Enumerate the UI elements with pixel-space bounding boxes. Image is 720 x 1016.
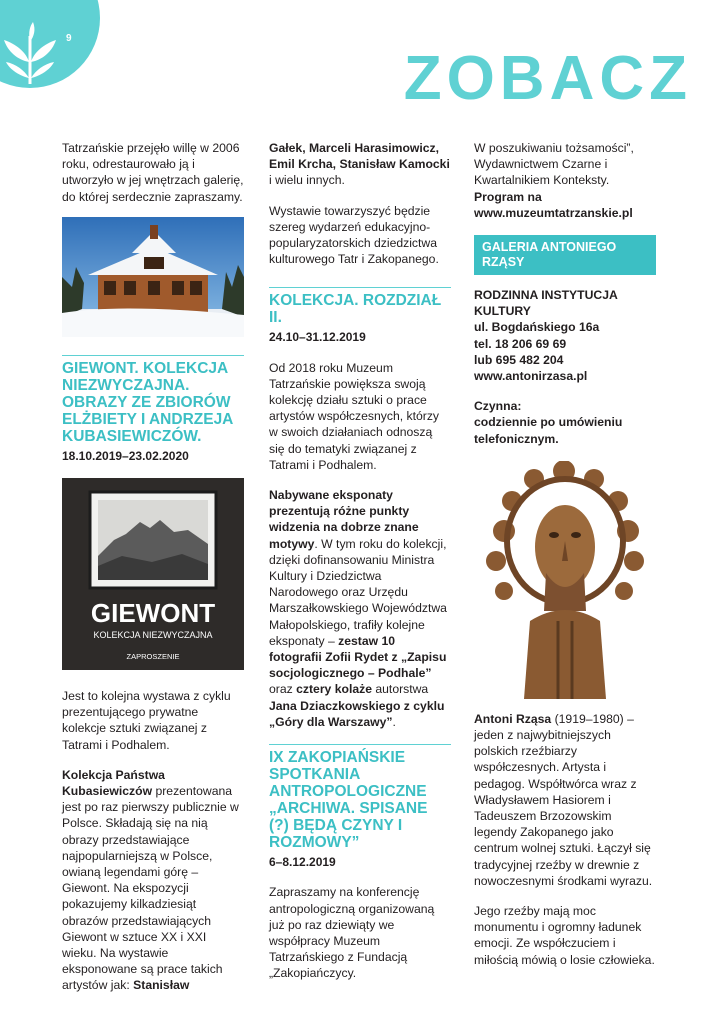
website-link[interactable]: www.antonirzasa.pl bbox=[474, 369, 588, 384]
closing-text: Jego rzeźby mają moc monumentu i ogromny ładunek emocji. Ze współczuciem i miłością mówią o losie człowieka. bbox=[474, 904, 655, 967]
page-headline: ZOBACZ bbox=[403, 44, 692, 113]
sculpture-photo bbox=[474, 461, 656, 699]
column-1 bbox=[62, 140, 244, 1008]
collection-text: Kolekcja Państwa Kubasiewiczów prezentowana jest po raz pierwszy publicznie w Polsce. Składają się na nią obrazy przedstawiające najpopularniejszą w Polsce, owianą legendami górę – Giewont. Na ekspozycji pokazujemy kilkadziesiąt obrazów przedstawiających Giewont w sztuce XX i XXI wieku. Na wystawie eksponowane są prace takich artystów jak: Stanisław bbox=[62, 767, 239, 993]
poster-title: GIEWONT bbox=[90, 598, 216, 629]
collection2-text: Od 2018 roku Muzeum Tatrzańskie powiększa swoją kolekcję działu sztuki o prace artystów współczesnych, którzy w swoich działaniach odnoszą się do tematyki związanej z Tatrami i Podhalem. bbox=[269, 360, 440, 472]
column-3 bbox=[474, 140, 656, 982]
giewont-poster bbox=[62, 478, 244, 670]
event-date: 18.10.2019–23.02.2020 bbox=[62, 448, 189, 463]
poster-label: ZAPROSZENIE bbox=[126, 652, 180, 662]
conference-text: Zapraszamy na konferencję antropologiczną organizowaną już po raz dziewiąty we współpracy Muzeum Tatrzańskiego z Fundacją „Zakopiańczycy. bbox=[269, 885, 435, 981]
exhibit-text: Jest to kolejna wystawa z cyklu prezentującego prywatne kolekcje sztuki związanej z Tatrami i Podhalem. bbox=[62, 689, 231, 752]
events-text: Wystawie towarzyszyć będzie szereg wydarzeń edukacyjno-popularyzatorskich dziedzictwa kulturowego Tatr i Zakopanego. bbox=[269, 203, 439, 267]
villa-photo bbox=[62, 217, 244, 337]
bio-text: Antoni Rząsa (1919–1980) – jeden z najwybitniejszych polskich rzeźbiarzy współczesnych. Artysta i pedagog. Współtwórca wraz z Władysławem Hasiorem i Tadeuszem Brzozowskim legendy Zakopanego jako centrum wolnej sztuki. Łączył się tradycyjnej rzeźby w drewnie z nowoczesnymi środkami wyrazu. bbox=[474, 711, 653, 888]
event2-title: KOLEKCJA. ROZDZIAŁ II. bbox=[269, 292, 442, 327]
poster-subtitle: KOLEKCJA NIEZWYCZAJNA bbox=[93, 630, 213, 641]
event2-date: 24.10–31.12.2019 bbox=[269, 330, 366, 345]
program-text: W poszukiwaniu tożsamości”, Wydawnictwem Czarne i Kwartalnikiem Konteksty. Program na www.muzeumtatrzanskie.pl bbox=[474, 141, 634, 220]
opening-hours: Czynna: codziennie po umówieniu telefonicznym. bbox=[474, 399, 623, 446]
artists-text: Gałek, Marceli Harasimowicz, Emil Krcha, Stanisław Kamocki i wielu innych. bbox=[269, 141, 450, 188]
section-rule bbox=[62, 355, 244, 356]
section-rule bbox=[269, 744, 451, 745]
event3-date: 6–8.12.2019 bbox=[269, 855, 336, 870]
event3-title: IX ZAKOPIAŃSKIE SPOTKANIA ANTROPOLOGICZNE „ARCHIWA. SPISANE (?) BĘDĄ CZYNY I ROZMOWY” bbox=[269, 749, 428, 852]
column-2 bbox=[269, 140, 451, 996]
intro-text: Tatrzańskie przejęło willę w 2006 roku, odrestaurowało ją i utworzyło w jej wnętrzach galerię, do której serdecznie zapraszamy. bbox=[62, 141, 244, 204]
acquisitions-text: Nabywane eksponaty prezentują różne punkty widzenia na dobrze znane motywy. W tym roku do kolekcji, dzięki dofinansowaniu Ministra Kultury i Dziedzictwa Narodowego oraz Urzędu Marszałkowskiego Województwa Małopolskiego, trafiły kolejne eksponaty – zestaw 10 fotografii Zofii Rydet z „Zapisu socjologicznego – Podhale” oraz cztery kolaże autorstwa Jana Dziaczkowskiego z cyklu „Góry dla Warszawy”. bbox=[269, 488, 447, 729]
contact-block: RODZINNA INSTYTUCJA KULTURY ul. Bogdańskiego 16a tel. 18 206 69 69 lub 695 482 204 www.antonirzasa.pl bbox=[474, 288, 618, 384]
event-title: GIEWONT. KOLEKCJA NIEZWYCZAJNA. OBRAZY ZE ZBIORÓW ELŻBIETY I ANDRZEJA KUBASIEWICZÓW. bbox=[62, 359, 233, 445]
section-rule bbox=[269, 287, 451, 288]
page-number: 9 bbox=[66, 33, 72, 44]
leaf-icon bbox=[0, 22, 60, 86]
gallery-box: GALERIA ANTONIEGO RZĄSY bbox=[474, 235, 656, 275]
